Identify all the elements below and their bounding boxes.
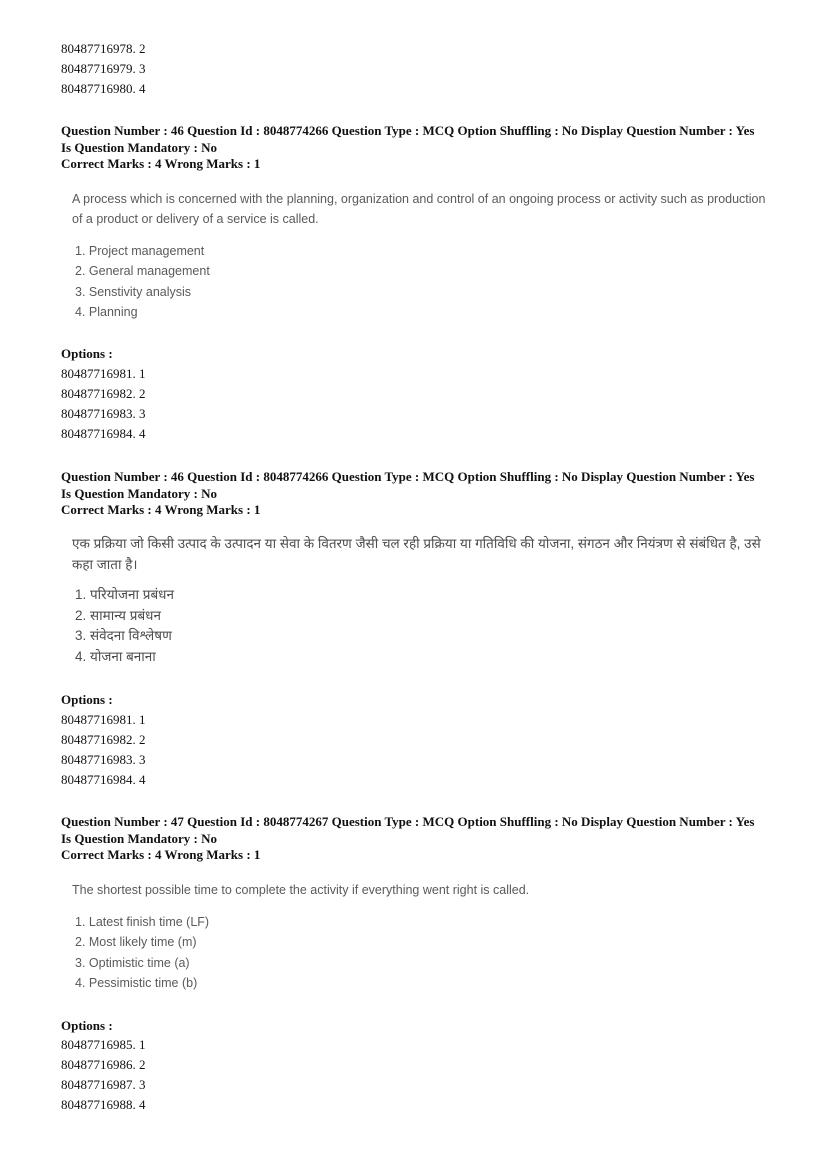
question-meta: [61, 123, 781, 173]
answer-choice: 3. Optimistic time (a): [75, 955, 190, 970]
option-code-line: 80487716985. 1: [61, 1037, 146, 1052]
option-code-line: 80487716983. 3: [61, 406, 146, 421]
answer-choice: 2. General management: [75, 264, 210, 279]
option-code-line: 80487716987. 3: [61, 1077, 146, 1092]
option-code-line: 80487716978. 2: [61, 41, 146, 56]
answer-choice: 1. Project management: [75, 244, 205, 258]
option-code-line: 80487716982. 2: [61, 386, 146, 401]
question-image: [72, 880, 772, 993]
option-code-line: 80487716988. 4: [61, 1097, 146, 1112]
answer-choice: 3. संवेदना विश्लेषण: [75, 628, 172, 643]
question-marks-line: Correct Marks : 4 Wrong Marks : 1: [61, 502, 261, 517]
options-label: Options :: [61, 692, 113, 707]
question-meta-line: Question Number : 46 Question Id : 8048774266 Question Type : MCQ Option Shuffling : No Display Question Number : Yes: [61, 123, 755, 138]
answer-choice: 3. Senstivity analysis: [75, 284, 192, 299]
option-code-line: 80487716981. 1: [61, 712, 146, 727]
question-marks-line: Correct Marks : 4 Wrong Marks : 1: [61, 156, 261, 171]
question-image: [72, 189, 772, 322]
option-code-line: 80487716979. 3: [61, 61, 146, 76]
question-meta: [61, 469, 781, 519]
question-image: [72, 533, 772, 667]
answer-choice: 1. परियोजना प्रबंधन: [75, 587, 174, 602]
question-meta: [61, 814, 781, 864]
option-code-line: 80487716984. 4: [61, 426, 146, 441]
option-code-line: 80487716980. 4: [61, 81, 146, 96]
question-stem: A process which is concerned with the planning, organization and control of an ongoing process or activity such as production of a product or delivery of a service is called.: [72, 192, 766, 226]
question-mandatory-line: Is Question Mandatory : No: [61, 139, 218, 155]
answer-choice: 4. Pessimistic time (b): [75, 975, 198, 990]
question-mandatory-line: Is Question Mandatory : No: [61, 485, 218, 501]
question-mandatory-line: Is Question Mandatory : No: [61, 830, 218, 846]
question-stem: The shortest possible time to complete the activity if everything went right is called.: [72, 883, 530, 897]
options-label: Options :: [61, 1018, 113, 1033]
answer-choice: 2. सामान्य प्रबंधन: [75, 607, 161, 623]
answer-choice: 4. Planning: [75, 304, 138, 319]
options-label: Options :: [61, 346, 113, 361]
question-meta-line: Question Number : 47 Question Id : 8048774267 Question Type : MCQ Option Shuffling : No Display Question Number : Yes: [61, 814, 755, 829]
option-code-line: 80487716981. 1: [61, 366, 146, 381]
option-code-line: 80487716983. 3: [61, 752, 146, 767]
question-marks-line: Correct Marks : 4 Wrong Marks : 1: [61, 847, 261, 862]
question-stem: एक प्रक्रिया जो किसी उत्पाद के उत्पादन या सेवा के वितरण जैसी चल रही प्रक्रिया या गतिविधि की योजना, संगठन और नियंत्रण से संबंधित है, उसे कहा जाता है।: [72, 536, 761, 572]
question-meta-line: Question Number : 46 Question Id : 8048774266 Question Type : MCQ Option Shuffling : No Display Question Number : Yes: [61, 469, 755, 484]
option-code-line: 80487716986. 2: [61, 1057, 146, 1072]
answer-choice: 4. योजना बनाना: [75, 648, 156, 664]
option-code-line: 80487716982. 2: [61, 732, 146, 747]
answer-choice: 2. Most likely time (m): [75, 935, 197, 950]
option-code-line: 80487716984. 4: [61, 772, 146, 787]
answer-choice: 1. Latest finish time (LF): [75, 915, 210, 929]
